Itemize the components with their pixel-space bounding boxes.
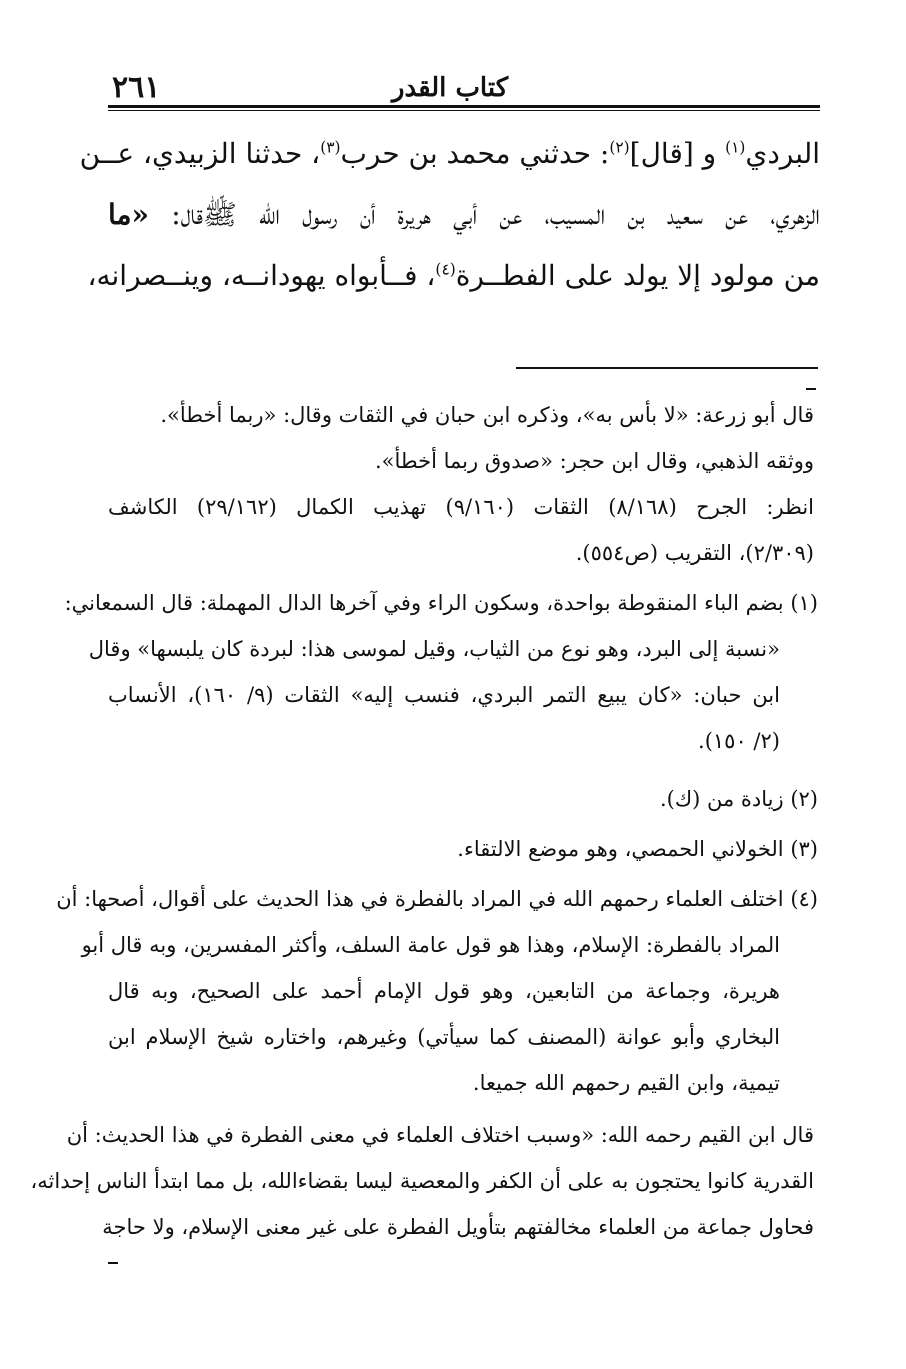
- footnote-3: (٣) الخولاني الحمصي، وهو موضع الالتقاء.: [457, 837, 818, 861]
- main-line-1: [79, 121, 820, 187]
- header-rule-thick: [108, 105, 820, 108]
- footnote-1-line: (١) بضم الباء المنقوطة بواحدة، وسكون الراء وفي آخرها الدال المهملة: قال السمعاني:: [64, 591, 818, 615]
- footnote-1-line: «نسبة إلى البرد، وهو نوع من الثياب، وقيل لموسى هذا: لبردة كان يلبسها» وقال: [88, 637, 780, 661]
- footnote-ref-1: (١): [725, 138, 746, 157]
- footnote-4-line: (٤) اختلف العلماء رحمهم الله في المراد بالفطرة في هذا الحديث على أقوال، أصحها: أن: [56, 887, 818, 911]
- main-line-3-part: من مولود إلا يولد على الفطــرة: [455, 259, 820, 292]
- quote-line: القدرية كانوا يحتجون به على أن الكفر والمعصية ليسا بقضاءالله، بل مما ابتدأ الناس إحداثه،: [30, 1169, 814, 1193]
- continuation-mark: [806, 388, 816, 390]
- footnote-separator: [516, 367, 818, 369]
- footnote-1-line: ابن حبان: «كان يبيع التمر البردي، فنسب إليه» الثقات (٩/ ١٦٠)، الأنساب: [108, 683, 780, 707]
- hadith-quote-start: «ما: [108, 198, 150, 231]
- chapter-title: كتاب القدر: [391, 73, 509, 103]
- footnote-4-line: البخاري وأبو عوانة (المصنف كما سيأتي) وغيرهم، واختاره شيخ الإسلام ابن: [108, 1025, 780, 1049]
- header-rule-thin: [108, 110, 820, 111]
- main-line-1-part: البردي: [745, 137, 820, 170]
- main-line-1-part: ، حدثنا الزبيدي، عــن: [79, 137, 321, 170]
- quote-line: قال ابن القيم رحمه الله: «وسبب اختلاف العلماء في معنى الفطرة في هذا الحديث: أن: [66, 1123, 814, 1147]
- footnote-continued-line: (٢/٣٠٩)، التقريب (ص٥٥٤).: [575, 541, 814, 565]
- main-line-1-part: : حدثني محمد بن حرب: [340, 137, 610, 170]
- page-number: ٢٦١: [112, 70, 161, 105]
- footnote-4-line: هريرة، وجماعة من التابعين، وهو قول الإمام أحمد على الصحيح، وبه قال: [108, 979, 780, 1003]
- footnote-4-line: المراد بالفطرة: الإسلام، وهذا هو قول عامة السلف، وأكثر المفسرين، وبه قال أبو: [81, 933, 780, 957]
- footnote-ref-2: (٢): [609, 138, 630, 157]
- main-line-3-part: ، فــأبواه يهودانــه، وينــصرانه،: [87, 259, 436, 292]
- footnote-4-line: تيمية، وابن القيم رحمهم الله جميعا.: [472, 1071, 780, 1095]
- main-line-3: [87, 243, 820, 309]
- footnote-2: (٢) زيادة من (ك).: [659, 787, 818, 811]
- footnote-1-line: (٢/ ١٥٠).: [698, 729, 780, 753]
- footnote-ref-4: (٤): [435, 260, 456, 279]
- continuation-mark: [108, 1262, 118, 1264]
- footnote-ref-3: (٣): [320, 138, 341, 157]
- main-line-2-part: الزهري، عن سعيد بن المسيب، عن أبي هريرة أن رسول الله ﷺقال:: [149, 198, 820, 231]
- main-line-2: [108, 182, 820, 248]
- footnote-continued-line: انظر: الجرح (٨/١٦٨) الثقات (٩/١٦٠) تهذيب الكمال (٢٩/١٦٢) الكاشف: [108, 495, 814, 519]
- main-line-1-part: و [قال]: [629, 137, 726, 170]
- footnote-continued-line: قال أبو زرعة: «لا بأس به»، وذكره ابن حبان في الثقات وقال: «ربما أخطأ».: [160, 403, 814, 427]
- footnote-continued-line: ووثقه الذهبي، وقال ابن حجر: «صدوق ربما أخطأ».: [374, 449, 814, 473]
- quote-line: فحاول جماعة من العلماء مخالفتهم بتأويل الفطرة على غير معنى الإسلام، ولا حاجة: [102, 1215, 814, 1239]
